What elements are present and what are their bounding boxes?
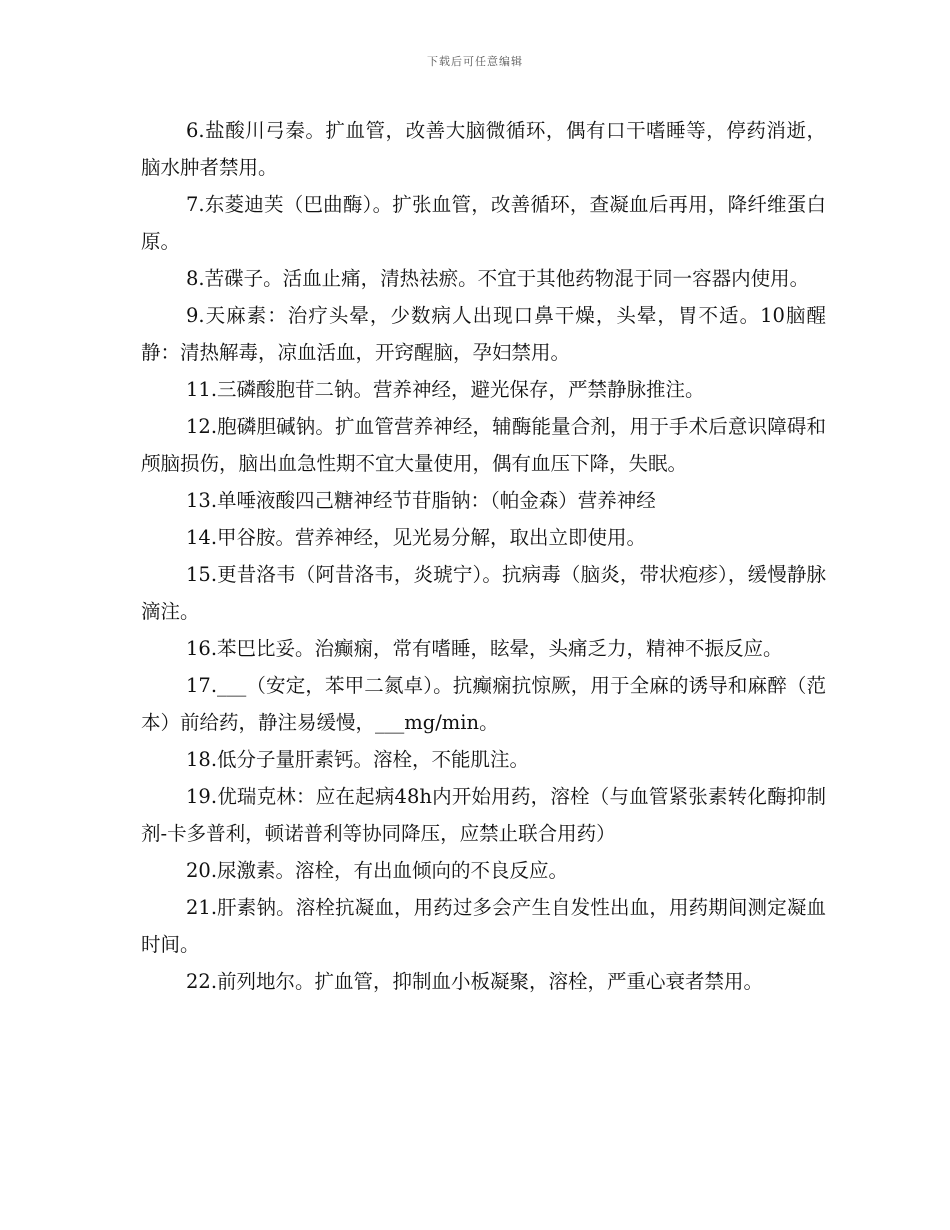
paragraph-item-21: 21.肝素钠。溶栓抗凝血，用药过多会产生自发性出血，用药期间测定凝血时间。 — [141, 896, 826, 956]
paragraph-item-19: 19.优瑞克林：应在起病48h内开始用药，溶栓（与血管紧张素转化酶抑制剂-卡多普利，顿诺普利等协同降压，应禁止联合用药） — [141, 785, 826, 845]
paragraph-item-13: 13.单唾液酸四己糖神经节苷脂钠：（帕金森）营养神经 — [186, 489, 656, 512]
paragraph-item-8: 8.苦碟子。活血止痛，清热祛瘀。不宜于其他药物混于同一容器内使用。 — [186, 267, 810, 290]
paragraph-item-9-10: 9.天麻素：治疗头晕，少数病人出现口鼻干燥，头晕，胃不适。10脑醒静：清热解毒，凉血活血，开窍醒脑，孕妇禁用。 — [141, 304, 826, 364]
paragraph-item-15: 15.更昔洛韦（阿昔洛韦，炎琥宁）。抗病毒（脑炎，带状疱疹），缓慢静脉滴注。 — [141, 563, 826, 623]
paragraph-item-11: 11.三磷酸胞苷二钠。营养神经，避光保存，严禁静脉推注。 — [186, 378, 705, 401]
page-header: 下载后可任意编辑 — [427, 55, 523, 68]
paragraph-item-22: 22.前列地尔。扩血管，抑制血小板凝聚，溶栓，严重心衰者禁用。 — [186, 970, 764, 993]
paragraph-item-17: 17.___（安定，苯甲二氮卓）。抗癫痫抗惊厥，用于全麻的诱导和麻醉（范本）前给药，静注易缓慢，___mg/min。 — [141, 674, 826, 734]
paragraph-item-20: 20.尿激素。溶栓，有出血倾向的不良反应。 — [186, 859, 569, 882]
paragraph-item-6: 6.盐酸川弓秦。扩血管，改善大脑微循环，偶有口干嗜睡等，停药消逝，脑水肿者禁用。 — [141, 119, 826, 179]
paragraph-item-12: 12.胞磷胆碱钠。扩血管营养神经，辅酶能量合剂，用于手术后意识障碍和颅脑损伤，脑出血急性期不宜大量使用，偶有血压下降，失眠。 — [141, 415, 826, 475]
paragraph-item-18: 18.低分子量肝素钙。溶栓，不能肌注。 — [186, 748, 530, 771]
paragraph-item-7: 7.东菱迪芙（巴曲酶）。扩张血管，改善循环，查凝血后再用，降纤维蛋白原。 — [141, 193, 826, 253]
paragraph-item-16: 16.苯巴比妥。治癫痫，常有嗜睡，眩晕，头痛乏力，精神不振反应。 — [186, 637, 783, 660]
document-body — [141, 112, 826, 1000]
paragraph-item-14: 14.甲谷胺。营养神经，见光易分解，取出立即使用。 — [186, 526, 647, 549]
